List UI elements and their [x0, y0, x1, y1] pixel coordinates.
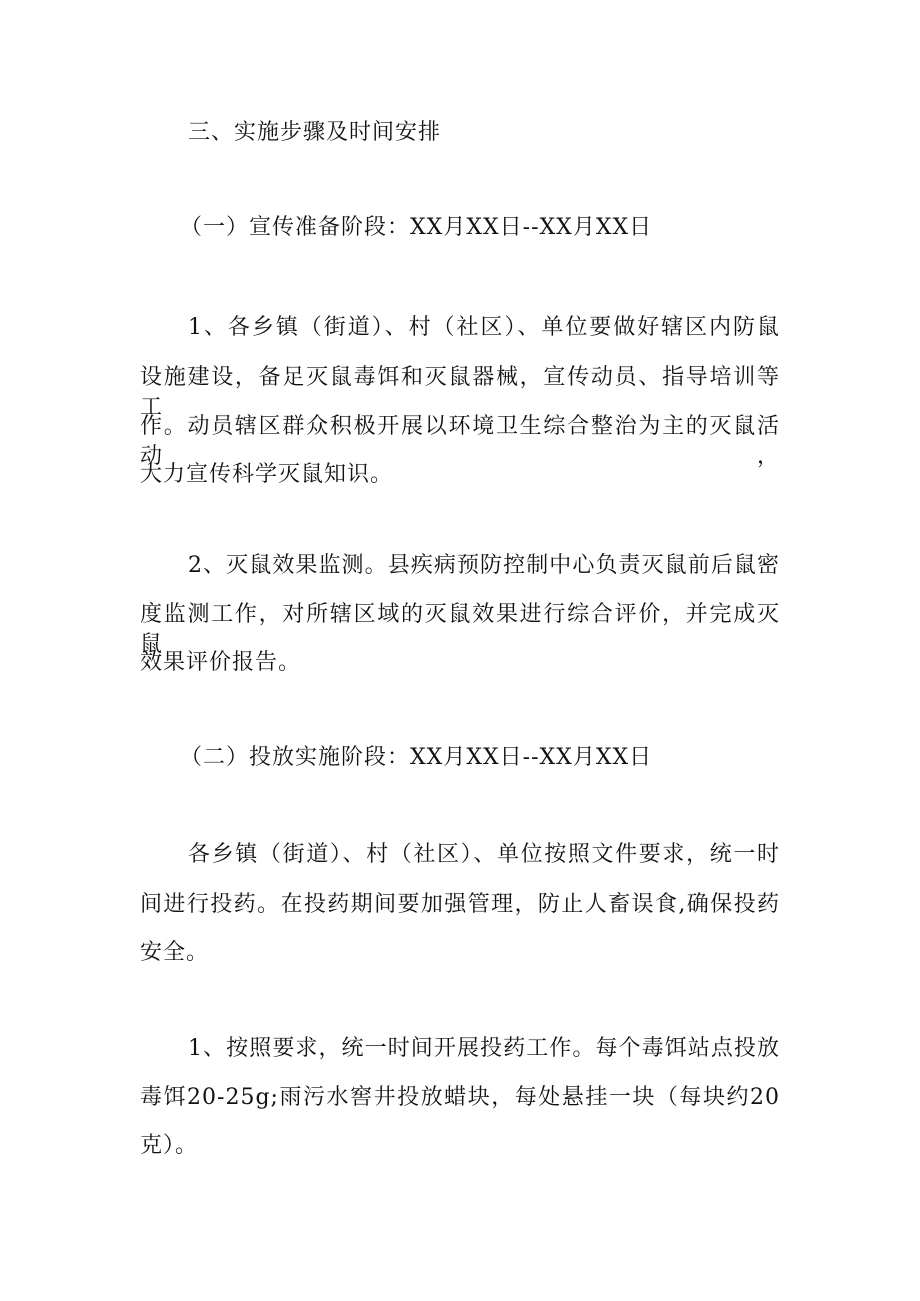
- paragraph-line: 1、各乡镇（街道）、村（社区）、单位要做好辖区内防鼠: [188, 315, 780, 340]
- paragraph-line: 克）。: [140, 1133, 199, 1158]
- paragraph-line: 设施建设，备足灭鼠毒饵和灭鼠器械，宣传动员、指导培训等工: [140, 365, 780, 420]
- stage1-title: （一）宣传准备阶段：XX月XX日--XX月XX日: [180, 215, 653, 240]
- stage2-title: （二）投放实施阶段：XX月XX日--XX月XX日: [180, 745, 653, 770]
- section-heading: 三、实施步骤及时间安排: [188, 120, 442, 145]
- paragraph-line: 各乡镇（街道）、村（社区）、单位按照文件要求，统一时: [188, 842, 780, 867]
- paragraph-line: 效果评价报告。: [140, 650, 302, 675]
- paragraph-line: 1、按照要求，统一时间开展投药工作。每个毒饵站点投放: [188, 1036, 780, 1061]
- paragraph-line: 作。动员辖区群众积极开展以环境卫生综合整治为主的灭鼠活动，: [140, 414, 780, 469]
- paragraph-line: 大力宣传科学灭鼠知识。: [140, 462, 394, 487]
- paragraph-line: 安全。: [140, 940, 210, 965]
- paragraph-line: 毒饵20-25g;雨污水窖井投放蜡块，每处悬挂一块（每块约20: [140, 1085, 780, 1110]
- paragraph-line: 2、灭鼠效果监测。县疾病预防控制中心负责灭鼠前后鼠密: [188, 553, 780, 578]
- paragraph-line: 度监测工作，对所辖区域的灭鼠效果进行综合评价，并完成灭鼠: [140, 602, 780, 657]
- paragraph-line: 间进行投药。在投药期间要加强管理，防止人畜误食,确保投药: [140, 892, 780, 917]
